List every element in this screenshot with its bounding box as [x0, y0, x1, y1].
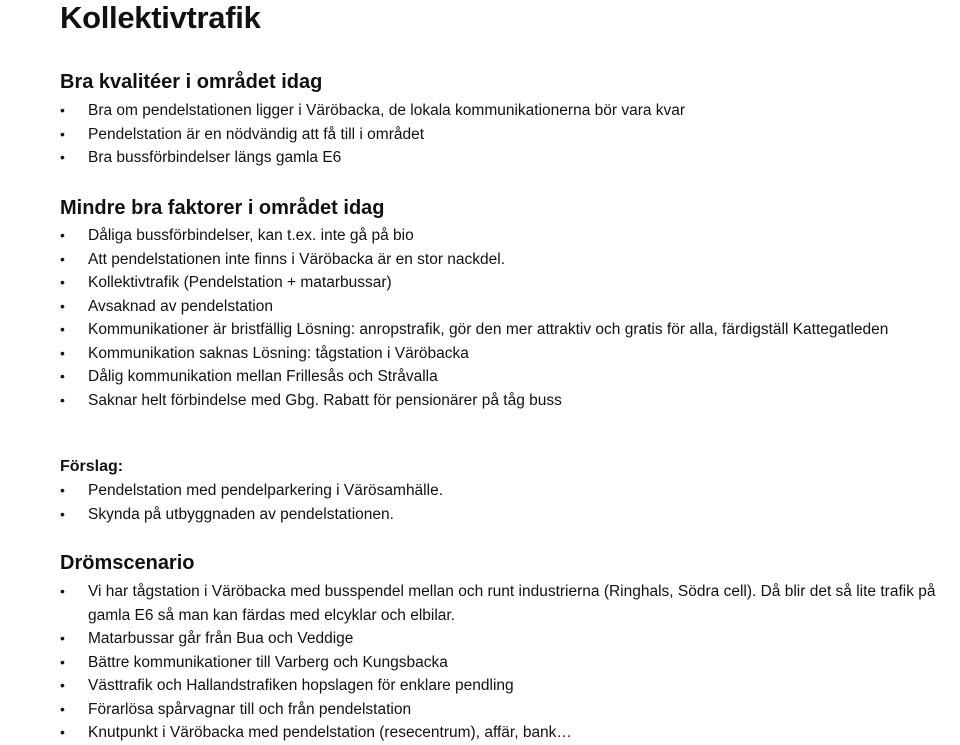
- section-heading-good-qualities: Bra kvalitéer i området idag: [60, 71, 323, 93]
- list-item: • Förarlösa spårvagnar till och från pendelstation: [60, 698, 940, 722]
- dream-scenario-list: [60, 580, 940, 745]
- list-item: • Bättre kommunikationer till Varberg och Kungsbacka: [60, 651, 940, 675]
- list-item: • Bra bussförbindelser längs gamla E6: [60, 146, 940, 170]
- list-item: • Kollektivtrafik (Pendelstation + matarbussar): [60, 271, 940, 295]
- list-item: • Pendelstation är en nödvändig att få till i området: [60, 123, 940, 147]
- list-item: • Matarbussar går från Bua och Veddige: [60, 627, 940, 651]
- list-item: • Kommunikationer är bristfällig Lösning: anropstrafik, gör den mer attraktiv och gratis för alla, färdigställ Kattegatleden: [60, 318, 940, 342]
- list-item: • Pendelstation med pendelparkering i Värösamhälle.: [60, 479, 940, 503]
- list-item: • Saknar helt förbindelse med Gbg. Rabatt för pensionärer på tåg buss: [60, 389, 940, 413]
- good-qualities-list: [60, 99, 940, 170]
- list-item: • Knutpunkt i Väröbacka med pendelstation (resecentrum), affär, bank…: [60, 721, 940, 745]
- list-item: • Avsaknad av pendelstation: [60, 295, 940, 319]
- list-item: • Dålig kommunikation mellan Frillesås och Stråvalla: [60, 365, 940, 389]
- section-heading-weak-factors: Mindre bra faktorer i området idag: [60, 197, 385, 219]
- list-item: • Västtrafik och Hallandstrafiken hopslagen för enklare pendling: [60, 674, 940, 698]
- list-item: • Vi har tågstation i Väröbacka med busspendel mellan och runt industrierna (Ringhals, Södra cell). Då blir det så lite trafik på gamla E6 så man kan färdas med elcyklar och elbilar.: [60, 580, 940, 627]
- list-item: • Skynda på utbyggnaden av pendelstationen.: [60, 503, 940, 527]
- section-heading-proposals: Förslag:: [60, 458, 124, 475]
- list-item: • Kommunikation saknas Lösning: tågstation i Väröbacka: [60, 342, 940, 366]
- weak-factors-list: [60, 224, 940, 412]
- list-item: • Bra om pendelstationen ligger i Väröbacka, de lokala kommunikationerna bör vara kvar: [60, 99, 940, 123]
- section-heading-dream-scenario: Drömscenario: [60, 552, 195, 574]
- proposals-list: [60, 479, 940, 526]
- list-item: • Att pendelstationen inte finns i Väröbacka är en stor nackdel.: [60, 248, 940, 272]
- page-title: Kollektivtrafik: [60, 0, 261, 35]
- list-item: • Dåliga bussförbindelser, kan t.ex. inte gå på bio: [60, 224, 940, 248]
